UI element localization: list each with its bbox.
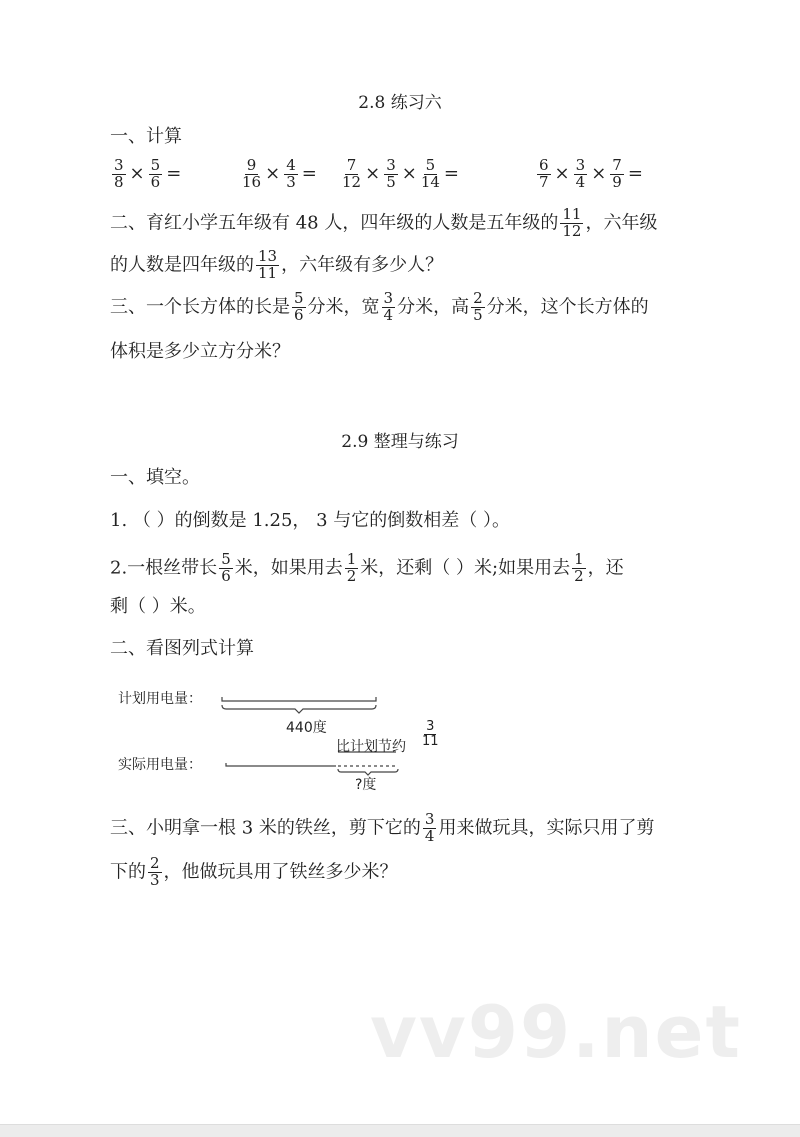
p1-item2-line2: 剩（ ）米。 [110,596,206,617]
calc-expression [340,158,461,191]
fraction: $\frac{4}{3}$ [286,156,296,191]
fraction: $\frac{3}{4}$ [575,156,586,191]
save-fraction: 3 11 [422,719,439,749]
q3-line2: 体积是多少立方分米？ [110,341,290,362]
times-sign: × [401,163,417,185]
fraction: $\frac{2}{3}$ [150,854,160,889]
p1-item2-line1: 2.一根丝带长 $\frac{5}{6}$ 米，如果用去 $\frac{1}{2}$ 米，还剩（ ）米;如果用去 $\frac{1}{2}$ ，还 [110,550,624,585]
fraction: $\frac{5}{14}$ [420,156,440,191]
fraction: $\frac{5}{6}$ [294,289,304,324]
calc-expression [240,158,319,191]
fraction: $\frac{9}{16}$ [242,156,262,191]
p3-line1: 三、小明拿一根 3 米的铁丝，剪下它的 $\frac{3}{4}$ 用来做玩具，实际只用了剪 [110,810,655,845]
q2-line1: 二、育红小学五年级有 48 人，四年级的人数是五年级的 $\frac{11}{12}$ ，六年级 [110,205,658,240]
electricity-diagram [118,680,478,793]
calc-expression [535,158,645,191]
p2-heading: 二、看图列式计算 [110,638,254,659]
fraction: $\frac{7}{12}$ [342,156,362,191]
bottom-bar [0,1124,800,1137]
plan-brace [222,705,376,713]
times-sign: × [591,163,607,185]
actual-line [226,763,336,766]
unknown-amount: ?度 [355,777,377,793]
times-sign: × [554,163,570,185]
p1-heading: 一、填空。 [110,467,200,488]
times-sign: × [129,163,145,185]
watermark: vv99.net [370,990,742,1074]
section-title-2-8: 2.8 练习六 [358,93,442,113]
fraction: $\frac{11}{12}$ [562,205,582,240]
section-title-2-9: 2.9 整理与练习 [341,432,459,452]
actual-label: 实际用电量： [118,757,202,773]
fraction: $\frac{3}{8}$ [114,156,124,191]
fraction: $\frac{3}{4}$ [383,289,394,324]
times-sign: × [365,163,381,185]
fraction: $\frac{5}{6}$ [221,550,231,585]
fraction: $\frac{2}{5}$ [473,289,483,324]
fraction: $\frac{7}{9}$ [612,156,622,191]
q3-line1: 三、一个长方体的长是 $\frac{5}{6}$ 分米，宽 $\frac{3}{4}$ 分米，高 $\frac{2}{5}$ 分米，这个长方体的 [110,289,649,324]
fraction: $\frac{13}{11}$ [258,247,278,282]
fraction: $\frac{5}{6}$ [150,156,161,191]
save-label: 比计划节约 [336,739,406,755]
fraction: $\frac{3}{5}$ [386,156,396,191]
plan-total: 440度 [286,720,327,736]
plan-label: 计划用电量： [118,691,202,707]
fraction: $\frac{1}{2}$ [574,550,584,585]
equals-sign: = [166,163,182,185]
times-sign: × [265,163,281,185]
calc-expression [110,158,183,191]
q1-heading: 一、计算 [110,126,182,147]
fraction: $\frac{6}{7}$ [539,156,549,191]
fraction: $\frac{3}{4}$ [424,810,435,845]
q2-line2: 的人数是四年级的 $\frac{13}{11}$ ，六年级有多少人？ [110,247,444,282]
fraction: $\frac{1}{2}$ [346,550,357,585]
p3-line2: 下的 $\frac{2}{3}$ ，他做玩具用了铁丝多少米？ [110,854,398,889]
plan-line [222,697,376,701]
equals-sign: = [443,163,460,185]
p1-item1: 1. （ ）的倒数是 1.25， 3 与它的倒数相差（ ）。 [110,510,511,531]
equals-sign: = [627,163,643,185]
equals-sign: = [301,163,317,185]
